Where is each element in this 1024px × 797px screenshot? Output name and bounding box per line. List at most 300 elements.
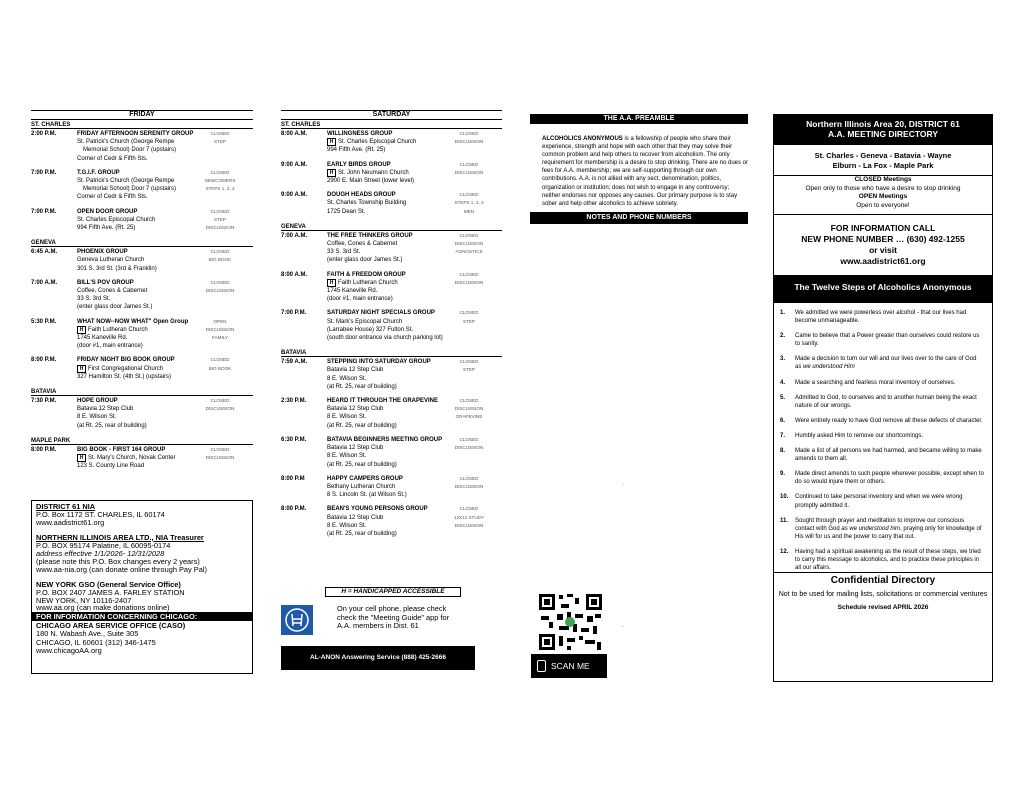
- meeting-time: 2:00 P.M.: [31, 131, 57, 137]
- step-text: Made a list of all persons we had harmed, and became willing to make amends to them all.: [795, 448, 982, 463]
- meeting-time: 2:30 P.M.: [281, 398, 307, 405]
- meeting-entry: [281, 232, 502, 265]
- meeting-address-text: Memorial School) Door 7 (upstairs): [83, 186, 177, 193]
- meeting-address-text: St. Charles Episcopal Church: [338, 139, 417, 146]
- directory-title: [774, 115, 992, 145]
- meeting-tags: [446, 191, 492, 216]
- meeting-address-text: (enter glass door James St.): [327, 257, 403, 264]
- meeting-tag: CLOSED: [210, 169, 230, 175]
- meeting-tag: DISCUSSION: [454, 139, 484, 145]
- step-number: 4.: [780, 379, 786, 386]
- meeting-address-line: [327, 452, 502, 460]
- meeting-address-text: 1725 Dean St.: [327, 208, 366, 215]
- meeting-address-text: St. Patrick's Church (George Rempe: [77, 178, 175, 185]
- step-text: Made direct amends to such people wherever possible, except when to do so would injure them or others.: [795, 471, 984, 486]
- meeting-address-text: Batavia 12 Step Club: [327, 445, 384, 452]
- meeting-name: FRIDAY AFTERNOON SERENITY GROUP: [77, 131, 194, 137]
- call-line3: or visit: [869, 245, 897, 255]
- meeting-tag: DISCUSSION: [454, 445, 484, 451]
- meeting-tag: STEPS 1, 2, 3: [454, 200, 484, 206]
- meeting-entry: [281, 397, 502, 430]
- meeting-tags: [197, 318, 243, 343]
- meeting-address-line: [327, 375, 502, 383]
- saturday-panel: [281, 113, 502, 538]
- meeting-address-text: 2900 E. Main Street (lower level): [327, 178, 415, 185]
- meeting-entry: [31, 397, 253, 430]
- town-name: MAPLE PARK: [31, 437, 253, 445]
- step-text: We admitted we were powerless over alcohol - that our lives had become unmanageable.: [795, 310, 967, 325]
- meeting-tag: CLOSED: [459, 161, 479, 167]
- meeting-entry: [31, 318, 253, 351]
- step-item: [780, 470, 984, 486]
- meeting-address-text: 8 E. Wilson St.: [327, 453, 367, 460]
- meeting-address-text: 301 S. 3rd St. (3rd & Franklin): [77, 265, 157, 272]
- meeting-address-line: [327, 334, 502, 342]
- meeting-time: 8:00 P.M.: [281, 506, 307, 513]
- meeting-entry: [31, 356, 253, 381]
- step-number: 10.: [780, 494, 789, 501]
- meeting-time: 7:59 A.M.: [281, 359, 308, 366]
- step-number: 2.: [780, 333, 786, 340]
- step-item: [780, 432, 984, 440]
- meeting-guide-note: [281, 605, 461, 635]
- caso-website[interactable]: www.chicagoAA.org: [36, 645, 102, 655]
- meeting-address-text: Memorial School) Door 7 (upstairs): [83, 147, 177, 154]
- step-number: 1.: [780, 310, 786, 316]
- meeting-types: [774, 176, 992, 210]
- dot-mark: .: [622, 480, 624, 487]
- step-emphasis: as we understood him: [841, 525, 901, 532]
- info-call: [774, 223, 992, 267]
- confidential-title: Confidential Directory: [774, 572, 992, 586]
- meeting-tag: DISCUSSION: [205, 288, 235, 294]
- district-website[interactable]: www.aadistrict61.org: [36, 518, 105, 528]
- meeting-time: 7:00 P.M.: [31, 169, 57, 176]
- meeting-address-text: (Larrabee House) 327 Fulton St.: [327, 326, 414, 333]
- qr-code-icon[interactable]: [537, 592, 604, 652]
- meeting-address-text: St. Mary's Church, Novak Center: [88, 455, 176, 462]
- meeting-entry: [281, 358, 502, 391]
- meeting-tag: DISCUSSION: [205, 326, 235, 332]
- meeting-name: HOPE GROUP: [77, 398, 118, 405]
- meeting-time: 7:30 P.M.: [31, 398, 57, 405]
- alanon-answering-service: AL-ANON Answering Service (888) 425-2666: [281, 646, 475, 670]
- meeting-time: 6:45 A.M.: [31, 249, 58, 256]
- meeting-tag: DISCUSSION: [454, 279, 484, 285]
- step-text: Having had a spiritual awakening as the result of these steps, we tried to carry this message to alcoholics, and to practice these principles in all our affairs.: [795, 548, 981, 572]
- meeting-address-text: 33 S. 3rd St.: [77, 296, 111, 303]
- cover-panel: [773, 114, 993, 682]
- meeting-address-line: [77, 146, 253, 154]
- step-item: [780, 355, 984, 371]
- step-item: [780, 379, 984, 387]
- caso-title: CHICAGO AREA SERVICE OFFICE (CASO): [36, 621, 186, 631]
- meeting-tag: CLOSED: [210, 131, 230, 136]
- nia-website[interactable]: www.aa-nia.org (can donate online through Pay Pal): [36, 565, 207, 575]
- meeting-address-text: 8 E. Wilson St.: [327, 414, 367, 421]
- meeting-time: 7:00 P.M.: [281, 310, 307, 317]
- meeting-name: SATURDAY NIGHT SPECIALS GROUP: [327, 310, 435, 317]
- meeting-name: WHAT NOW--NOW WHAT" Open Group: [77, 318, 189, 325]
- meeting-entry: [281, 130, 502, 155]
- meeting-address-text: Batavia 12 Step Club: [327, 367, 384, 374]
- saturday-meeting-list: [281, 121, 502, 538]
- meeting-address-text: (at Rt. 25, rear of building): [77, 422, 147, 429]
- scan-me-button[interactable]: [531, 654, 607, 678]
- meeting-tags: [197, 356, 243, 372]
- meeting-address-text: 8 E. Wilson St.: [327, 522, 367, 529]
- meeting-address-text: 8 E. Wilson St.: [327, 375, 367, 382]
- meeting-address-text: Coffee, Cones & Cabernet: [77, 288, 148, 295]
- meeting-tag: CLOSED: [210, 357, 230, 363]
- meeting-tag: 12X12 STUDY: [453, 514, 485, 520]
- meeting-address-line: [327, 383, 502, 391]
- gso-website[interactable]: www.aa.org (can make donations online): [36, 603, 170, 613]
- meeting-address-line: [327, 287, 502, 295]
- meeting-address-line: [327, 461, 502, 469]
- meeting-tag: AGNOSTICS: [455, 249, 483, 255]
- meeting-address-text: 8 S. Lincoln St. (at Wilson St.): [327, 492, 407, 499]
- meeting-address-text: St. Mark's Episcopal Church: [327, 318, 403, 325]
- step-number: 5.: [780, 394, 786, 401]
- meeting-tag: CLOSED: [210, 279, 230, 285]
- handicapped-icon: H: [327, 138, 336, 146]
- open-text: Open to everyone!: [856, 201, 910, 209]
- meeting-name: PHOENIX GROUP: [77, 249, 128, 256]
- meeting-time: 7:00 P.M.: [31, 208, 57, 215]
- step-text: Sought through prayer and meditation to improve our conscious contact with God: [795, 517, 965, 532]
- chicago-info-bar: FOR INFORMATION CONCERNING CHICAGO:: [32, 612, 252, 621]
- meeting-tag: STEP: [463, 367, 475, 373]
- meeting-name: THE FREE THINKERS GROUP: [327, 232, 413, 239]
- meeting-tags: [446, 130, 492, 146]
- town-name: GENEVA: [281, 223, 502, 231]
- meeting-tag: DISCUSSION: [454, 406, 484, 412]
- handicapped-icon: H: [77, 454, 86, 462]
- step-number: 11.: [780, 517, 789, 524]
- meeting-name: BATAVIA BEGINNERS MEETING GROUP: [327, 436, 443, 443]
- meeting-time: 8:00 A.M.: [281, 271, 308, 278]
- meeting-tag: DISCUSSION: [454, 169, 484, 175]
- handicapped-icon: H: [77, 365, 86, 373]
- nia-note: (please note this P.O. Box changes every 2 years): [36, 557, 200, 567]
- notes-header: NOTES AND PHONE NUMBERS: [530, 212, 748, 224]
- meeting-tag: CLOSED: [459, 131, 479, 136]
- town-name: BATAVIA: [281, 349, 502, 357]
- meeting-guide-app-icon: [281, 605, 313, 635]
- meeting-entry: [31, 248, 253, 273]
- step-text: Admitted to God, to ourselves and to another human being the exact nature of our wrongs.: [795, 394, 977, 409]
- meeting-tags: [197, 446, 243, 462]
- meeting-name: BILL'S POV GROUP: [77, 279, 134, 286]
- meeting-address-text: 1745 Kaneville Rd.: [77, 335, 128, 342]
- meeting-tags: [446, 309, 492, 325]
- meeting-entry: [281, 271, 502, 304]
- friday-header: FRIDAY: [31, 110, 253, 120]
- friday-meeting-list: [31, 121, 253, 471]
- call-website[interactable]: www.aadistrict61.org: [840, 256, 926, 266]
- meeting-tags: [197, 130, 243, 146]
- meeting-entry: [281, 475, 502, 500]
- meeting-address-text: (at Rt. 25, rear of building): [327, 530, 397, 537]
- meeting-address-text: 994 Fifth Ave. (Rt. 25): [77, 225, 136, 232]
- open-title: OPEN Meetings: [858, 193, 908, 200]
- step-text: Humbly asked Him to remove our shortcomings.: [795, 432, 924, 439]
- meeting-tag: DISCUSSION: [454, 522, 484, 528]
- meeting-address-text: First Congregational Church: [88, 365, 164, 372]
- meeting-address-text: St. Patrick's Church (George Rempe: [77, 139, 175, 146]
- step-number: 6.: [780, 417, 786, 424]
- meeting-tag: OPEN: [213, 318, 227, 324]
- nia-address: P.O. BOX 95174 Palatine, IL 60095-0174: [36, 540, 171, 550]
- meeting-address-text: (at Rt. 25, rear of building): [327, 383, 397, 390]
- step-item: [780, 417, 984, 425]
- meeting-address-text: Batavia 12 Step Club: [77, 406, 134, 413]
- meeting-name: STEPPING INTO SATURDAY GROUP: [327, 359, 431, 366]
- meeting-address-line: [77, 193, 253, 201]
- meeting-name: HAPPY CAMPERS GROUP: [327, 475, 403, 482]
- step-emphasis: as we understood Him: [795, 364, 855, 371]
- meeting-address-text: 8 E. Wilson St.: [77, 414, 117, 421]
- meeting-tag: DISCUSSION: [205, 406, 235, 412]
- meeting-time: 9:00 A.M.: [281, 192, 308, 199]
- meeting-address-line: [327, 422, 502, 430]
- preamble-text: [530, 135, 748, 208]
- meeting-time: 8:00 P.M: [281, 475, 305, 482]
- meeting-tags: [446, 271, 492, 287]
- meeting-name: DOUGH HEADS GROUP: [327, 192, 396, 199]
- meeting-address-text: (south door entrance via church parking lot): [327, 335, 443, 342]
- schedule-revised: Schedule revised APRIL 2026: [837, 603, 929, 611]
- meeting-address-line: [77, 265, 253, 273]
- meeting-tag: CLOSED: [459, 232, 479, 238]
- meeting-tag: CLOSED: [210, 249, 230, 255]
- meeting-address-text: Faith Lutheran Church: [88, 326, 148, 333]
- meeting-time: 8:00 A.M.: [281, 131, 308, 137]
- meeting-address-text: (at Rt. 25, rear of building): [327, 461, 397, 468]
- meeting-address-line: [77, 303, 253, 311]
- meeting-entry: [31, 169, 253, 202]
- meeting-tags: [446, 232, 492, 257]
- meeting-address-text: (enter glass door James St.): [77, 304, 153, 311]
- dot-mark: .: [622, 622, 624, 629]
- step-number: 12.: [780, 548, 789, 555]
- meeting-name: BEAN'S YOUNG PERSONS GROUP: [327, 506, 428, 513]
- towns-line1: St. Charles - Geneva - Batavia - Wayne: [814, 151, 952, 160]
- meeting-name: FAITH & FREEDOM GROUP: [327, 271, 406, 278]
- meeting-address-text: Batavia 12 Step Club: [327, 514, 384, 521]
- meeting-tags: [446, 358, 492, 374]
- step-number: 8.: [780, 448, 786, 455]
- meeting-address-text: 994 Fifth Ave. (Rt. 25): [327, 147, 386, 154]
- handicapped-icon: H: [77, 326, 86, 334]
- meeting-tag: CLOSED: [459, 271, 479, 277]
- town-name: GENEVA: [31, 239, 253, 247]
- closed-text: Open only to those who have a desire to stop drinking: [805, 184, 961, 192]
- spacer: [31, 430, 253, 436]
- meeting-address-line: [77, 342, 253, 350]
- meeting-tags: [446, 475, 492, 491]
- meeting-address-text: 33 S. 3rd St.: [327, 249, 361, 256]
- nia-title: NORTHERN ILLINOIS AREA LTD., NIA Treasurer: [36, 532, 204, 542]
- meeting-entry: [281, 436, 502, 469]
- meeting-address-text: 327 Hamilton St. (4th St.) (upstairs): [77, 373, 172, 380]
- meeting-guide-text: On your cell phone, please check check the "Meeting Guide" app for A.A. members in Dist. 61: [337, 604, 450, 630]
- meeting-entry: [281, 309, 502, 342]
- step-text: Came to believe that a Power greater than ourselves could restore us to sanity.: [795, 333, 980, 348]
- step-item: [780, 493, 984, 509]
- meeting-address-text: St. John Neumann Church: [338, 169, 409, 176]
- friday-panel: [31, 113, 253, 471]
- meeting-time: 5:30 P.M.: [31, 318, 57, 325]
- gso-address: P.O. BOX 2407 JAMES A. FARLEY STATION: [36, 587, 185, 597]
- nia-effective: address effective 1/1/2026- 12/31/2028: [36, 549, 165, 559]
- meeting-tag: NEWCOMERS: [204, 178, 236, 184]
- town-name: ST. CHARLES: [281, 121, 502, 129]
- meeting-address-text: Bethany Lutheran Church: [327, 483, 396, 490]
- scan-me-label: SCAN ME: [551, 661, 590, 671]
- divider: [774, 214, 992, 215]
- meeting-tag: CLOSED: [459, 475, 479, 481]
- spacer: [281, 342, 502, 348]
- meeting-name: T.G.I.F. GROUP: [77, 169, 120, 176]
- meeting-tag: MEN: [463, 208, 475, 214]
- meeting-time: 7:00 A.M.: [281, 232, 308, 239]
- meeting-tags: [197, 397, 243, 413]
- meeting-address-line: [77, 413, 253, 421]
- meeting-address-text: Coffee, Cones & Cabernet: [327, 241, 398, 248]
- towns-list: [774, 151, 992, 171]
- district-title: DISTRICT 61 NIA: [36, 502, 96, 511]
- spacer: [31, 232, 253, 238]
- step-number: 3.: [780, 356, 786, 363]
- meeting-tag: BIG BOOK: [208, 257, 232, 263]
- spacer: [281, 216, 502, 222]
- meeting-tags: [197, 279, 243, 295]
- meeting-entry: [31, 130, 253, 163]
- meeting-tag: DISCUSSION: [454, 241, 484, 247]
- directory-title-line2: A.A. MEETING DIRECTORY: [827, 129, 939, 139]
- meeting-address-text: (door #1, main entrance): [327, 296, 393, 303]
- towns-line2: Elburn - La Fox - Maple Park: [832, 161, 934, 170]
- caso-address: 180 N. Wabash Ave., Suite 305: [36, 629, 139, 639]
- meeting-tags: [446, 436, 492, 452]
- preamble-panel: [530, 113, 748, 224]
- meeting-tag: STEP: [463, 318, 475, 324]
- meeting-name: FRIDAY NIGHT BIG BOOK GROUP: [77, 357, 175, 364]
- twelve-steps-list: [774, 309, 992, 572]
- step-item: [780, 548, 984, 572]
- saturday-header: SATURDAY: [281, 110, 502, 120]
- meeting-tags: [446, 397, 492, 422]
- closed-title: CLOSED Meetings: [854, 176, 912, 183]
- meeting-address-text: 123 S. County Line Road: [77, 463, 145, 470]
- directory-title-line1: Northern Illinois Area 20, DISTRICT 61: [806, 119, 960, 129]
- gso-title: NEW YORK GSO (General Service Office): [36, 579, 181, 589]
- meeting-address-text: (door #1, main entrance): [77, 343, 143, 350]
- preamble-header: THE A.A. PREAMBLE: [530, 114, 748, 124]
- meeting-tag: CLOSED: [459, 398, 479, 404]
- town-name: ST. CHARLES: [31, 121, 253, 129]
- gso-city: NEW YORK, NY 10116-2407: [36, 596, 132, 606]
- step-item: [780, 517, 984, 541]
- twelve-steps-header: The Twelve Steps of Alcoholics Anonymous: [774, 275, 992, 303]
- meeting-tags: [446, 161, 492, 177]
- step-text: Made a searching and fearless moral inventory of ourselves.: [795, 379, 956, 386]
- step-item: [780, 332, 984, 348]
- step-text: Made a decision to turn our will and our lives over to the care of God: [795, 356, 977, 363]
- meeting-address-line: [327, 256, 502, 264]
- meeting-tag: STEP: [214, 139, 226, 145]
- meeting-tags: [197, 208, 243, 233]
- meeting-entry: [31, 208, 253, 233]
- meeting-entry: [281, 191, 502, 216]
- step-item: [780, 447, 984, 463]
- meeting-name: OPEN DOOR GROUP: [77, 208, 138, 215]
- meeting-tags: [197, 169, 243, 194]
- meeting-address-line: [327, 295, 502, 303]
- meeting-address-text: Geneva Lutheran Church: [77, 257, 145, 264]
- meeting-address-text: Corner of Cedr & Fifth Sts.: [77, 155, 148, 162]
- meeting-time: 8:00 P.M.: [31, 446, 57, 453]
- meeting-tags: [446, 505, 492, 530]
- handicapped-icon: H: [327, 279, 336, 287]
- meeting-name: WILLINGNESS GROUP: [327, 131, 393, 137]
- step-text: Continued to take personal inventory and when we were wrong promptly admitted it.: [795, 494, 963, 509]
- not-for-mailing-note: Not to be used for mailing lists, solicitations or commercial ventures: [778, 591, 988, 599]
- meeting-entry: [281, 161, 502, 186]
- meeting-address-line: [327, 530, 502, 538]
- meeting-address-line: [77, 422, 253, 430]
- meeting-time: 7:00 A.M.: [31, 279, 58, 286]
- meeting-address-text: St. Charles Episcopal Church: [77, 216, 156, 223]
- meeting-address-text: 1745 Kaneville Rd.: [327, 288, 378, 295]
- meeting-address-text: Corner of Cedr & Fifth Sts.: [77, 194, 148, 201]
- meeting-tag: CLOSED: [459, 359, 479, 365]
- meeting-tag: BIG BOOK: [208, 365, 232, 371]
- step-item: [780, 394, 984, 410]
- phone-icon: [537, 660, 546, 672]
- handicapped-icon: H: [327, 169, 336, 177]
- meeting-tag: FAMILY: [212, 335, 228, 341]
- meeting-time: 9:00 A.M.: [281, 161, 308, 168]
- meeting-name: HEARD IT THROUGH THE GRAPEVINE: [327, 398, 439, 405]
- preamble-body: is a fellowship of people who share their experience, strength and hope with each other that they may solve their common problem and help others to recover from alcoholism. The only requirement for membership is a desire to stop drinking. There are no dues or fees for A.A. membership; we are self-supporting through our own contributions. A.A. is not allied with any sect, denomination, politics, organization or institution; does not wish to engage in any controversy; neither endorses nor opposes any causes. Our primary purpose is to stay sober and help other alcoholics to achieve sobriety.: [542, 136, 748, 207]
- preamble-lead: ALCOHOLICS ANONYMOUS: [542, 136, 623, 142]
- meeting-address-text: (at Rt. 25, rear of building): [327, 422, 397, 429]
- meeting-tag: CLOSED: [210, 398, 230, 404]
- district-address: P.O. Box 1172 ST. CHARLES, IL 60174: [36, 510, 165, 520]
- meeting-address-line: [77, 295, 253, 303]
- meeting-tag: CLOSED: [459, 506, 479, 512]
- meeting-tag: DISCUSSION: [454, 483, 484, 489]
- meeting-address-text: Faith Lutheran Church: [338, 279, 398, 286]
- meeting-address-line: [77, 373, 253, 381]
- handicapped-note: H = HANDICAPPED ACCESSIBLE: [325, 587, 461, 597]
- caso-city-phone: CHICAGO, IL 60601 (312) 346-1475: [36, 637, 156, 647]
- meeting-address-line: [327, 146, 502, 154]
- meeting-address-text: St. Charles Township Building: [327, 200, 407, 207]
- meeting-address-line: [327, 326, 502, 334]
- meeting-name: BIG BOOK - FIRST 164 GROUP: [77, 446, 166, 453]
- meeting-tag: CLOSED: [459, 192, 479, 198]
- meeting-tag: STEPS 1, 2, 3: [205, 186, 235, 192]
- meeting-address-line: [77, 155, 253, 163]
- service-offices-box: [31, 500, 253, 674]
- meeting-tag: CLOSED: [210, 208, 230, 214]
- meeting-address-line: [327, 177, 502, 185]
- meeting-tag: CLOSED: [459, 436, 479, 442]
